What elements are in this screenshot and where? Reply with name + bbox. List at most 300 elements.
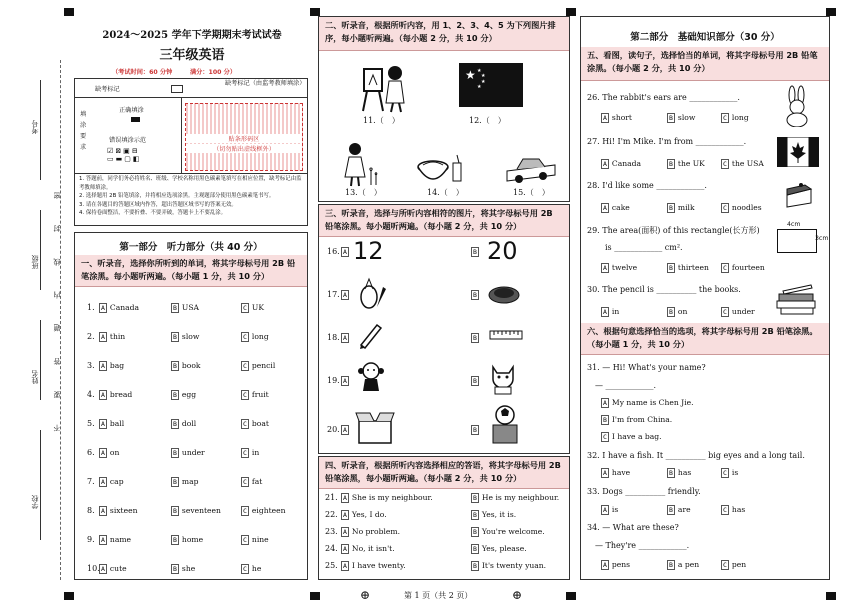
note-3: 3. 请在各题目的答题区域内作答，超出答题区域书写的答案无效。 (79, 201, 237, 208)
q5-option-c[interactable] (241, 419, 269, 428)
option-text: nine (251, 535, 269, 544)
option-letter: B (173, 333, 177, 341)
option-letter: A (343, 377, 347, 385)
option-letter: A (603, 264, 607, 272)
q31-option-a[interactable] (601, 398, 694, 407)
item-number: 10. (87, 564, 100, 573)
q1-option-b[interactable] (171, 303, 199, 312)
order-label-11[interactable]: 11.（ ） (363, 116, 400, 125)
option-letter: B (473, 494, 477, 502)
q25-option-a[interactable] (341, 561, 406, 570)
q5-option-b[interactable] (171, 419, 196, 428)
registration-mark (64, 592, 74, 600)
q22-option-a[interactable] (341, 510, 387, 519)
q20-option-a[interactable] (341, 425, 352, 434)
option-letter: C (723, 308, 727, 316)
q34-line2: — They're ____________. (595, 541, 690, 550)
option-text: sixteen (109, 506, 138, 515)
divider (75, 173, 307, 174)
missing-mark-box[interactable] (171, 85, 183, 93)
q31-option-b[interactable] (601, 415, 672, 424)
q31-stem: 31. — Hi! What's your name? (587, 363, 706, 372)
q18-number: 18. (327, 333, 340, 342)
option-text: Canada (109, 303, 140, 312)
number-12-picture: 12 (353, 237, 384, 265)
rectangle-picture (777, 229, 817, 253)
option-text: fourteen (731, 263, 765, 272)
q31-option-c[interactable] (601, 432, 662, 441)
registration-mark (826, 8, 836, 16)
option-letter: C (243, 565, 247, 573)
crosshair-icon: ⊕ (360, 588, 371, 602)
q34-option-a[interactable] (601, 560, 630, 569)
item-number: 1. (87, 303, 95, 312)
option-text: No, it isn't. (351, 544, 395, 553)
option-text: she (181, 564, 196, 573)
option-letter: A (603, 160, 607, 168)
rabbit-picture (779, 85, 815, 127)
full-score: 满分：100 分） (190, 69, 237, 76)
q2-option-a[interactable] (99, 332, 125, 341)
option-letter: C (243, 507, 247, 515)
option-text: egg (181, 390, 197, 399)
option-text: map (181, 477, 199, 486)
q17-option-a[interactable] (341, 290, 352, 299)
q8-option-b[interactable] (171, 506, 221, 515)
notes (79, 175, 305, 218)
missing-mark-label: 缺考标记 (95, 86, 120, 93)
option-text: My name is Chen Jie. (611, 398, 694, 407)
q29-option-b[interactable] (667, 263, 709, 272)
option-text: slow (181, 332, 200, 341)
order-label-15[interactable]: 15.（ ） (513, 188, 550, 197)
option-letter: C (723, 506, 727, 514)
q23-option-b[interactable] (471, 527, 545, 536)
rect-height-label: 3cm (815, 235, 829, 242)
note-2: 2. 选择题用 2B 铅笔填涂，并将相应选项涂黑。主观题部分使用黑色碳素笔书写。 (79, 193, 275, 199)
option-letter: A (101, 362, 105, 370)
q27-stem: 27. Hi! I'm Mike. I'm from ____________. (587, 137, 747, 146)
barcode-area (185, 103, 303, 171)
sec5-header: 五、看图，读句子，选择恰当的单词，将其字母标号用 2B 铅笔涂黑。（每小题 2 分，共 10 分） (581, 47, 829, 81)
option-letter: B (669, 264, 673, 272)
q18-option-b[interactable] (471, 333, 482, 342)
option-text: the USA (731, 159, 764, 168)
q24-option-a[interactable] (341, 544, 395, 553)
q10-option-b[interactable] (171, 564, 195, 573)
option-letter: C (603, 433, 607, 441)
q9-option-a[interactable] (99, 535, 131, 544)
option-text: You're welcome. (481, 527, 545, 536)
order-label-13[interactable]: 13.（ ） (345, 188, 382, 197)
q16-number: 16. (327, 247, 340, 256)
option-text: short (611, 113, 632, 122)
q7-option-c[interactable] (241, 477, 262, 486)
q6-option-b[interactable] (171, 448, 205, 457)
q26-option-a[interactable] (601, 113, 632, 122)
option-text: bag (109, 361, 125, 370)
registration-mark (310, 592, 320, 600)
option-letter: C (723, 160, 727, 168)
q19-option-a[interactable] (341, 376, 352, 385)
option-text: thirteen (677, 263, 709, 272)
option-letter: B (473, 377, 477, 385)
rect-width-label: 4cm (787, 221, 801, 228)
option-text: long (731, 113, 749, 122)
item-number: 22. (325, 510, 338, 519)
q6-option-a[interactable] (99, 448, 119, 457)
q2-option-b[interactable] (171, 332, 199, 341)
option-text: cake (611, 203, 630, 212)
item-number: 2. (87, 332, 95, 341)
option-text: on (109, 448, 120, 457)
option-text: He is my neighbour. (481, 493, 560, 502)
option-letter: B (173, 391, 177, 399)
q30-option-c[interactable] (721, 307, 755, 316)
option-letter: A (343, 528, 347, 536)
vegetables-picture (357, 277, 387, 309)
divider (75, 97, 307, 98)
option-text: in (611, 307, 620, 316)
q9-option-c[interactable] (241, 535, 269, 544)
canada-flag-picture (777, 137, 819, 167)
sec3-header: 三、听录音，选择与所听内容相符的图片，将其字母标号用 2B 铅笔涂黑。每小题听两遍。（每小题 2 分，共 10 分） (319, 205, 569, 237)
info-box (74, 78, 308, 226)
q34-option-c[interactable] (721, 560, 746, 569)
option-text: is (731, 468, 739, 477)
option-letter: B (473, 562, 477, 570)
pencil-picture (357, 321, 383, 349)
q9-option-b[interactable] (171, 535, 203, 544)
q3-option-c[interactable] (241, 361, 275, 370)
option-letter: C (723, 561, 727, 569)
q31-blank: — ____________. (595, 381, 657, 390)
option-text: bread (109, 390, 133, 399)
order-label-12[interactable]: 12.（ ） (469, 116, 506, 125)
q28-option-b[interactable] (667, 203, 695, 212)
option-letter: B (173, 507, 177, 515)
option-text: I'm from China. (611, 415, 673, 424)
note-4: 4. 保持卷面整洁，不要折叠、不要弄破，答题卡上不要乱涂。 (79, 210, 227, 216)
option-letter: A (101, 391, 105, 399)
option-letter: A (603, 308, 607, 316)
option-text: noodles (731, 203, 762, 212)
option-text: is (611, 505, 619, 514)
q25-option-b[interactable] (471, 561, 546, 570)
q30-option-a[interactable] (601, 307, 619, 316)
option-letter: B (669, 506, 673, 514)
option-letter: B (473, 248, 477, 256)
q32-option-b[interactable] (667, 468, 691, 477)
q22-option-b[interactable] (471, 510, 516, 519)
q30-option-b[interactable] (667, 307, 687, 316)
svg-text:★: ★ (481, 79, 486, 85)
option-letter: B (669, 160, 673, 168)
option-text: the UK (677, 159, 705, 168)
option-text: I have a bag. (611, 432, 662, 441)
q34-option-b[interactable] (667, 560, 699, 569)
q29-option-c[interactable] (721, 263, 765, 272)
q7-option-a[interactable] (99, 477, 124, 486)
q23-option-a[interactable] (341, 527, 400, 536)
option-text: milk (677, 203, 695, 212)
option-letter: A (603, 469, 607, 477)
q4-option-b[interactable] (171, 390, 196, 399)
option-letter: B (173, 478, 177, 486)
q21-option-a[interactable] (341, 493, 433, 502)
option-letter: B (173, 362, 177, 370)
option-text: cute (109, 564, 127, 573)
option-text: ball (109, 419, 125, 428)
fill-line (40, 210, 42, 290)
option-text: slow (677, 113, 696, 122)
q33-stem: 33. Dogs __________ friendly. (587, 487, 701, 496)
option-text: have (611, 468, 631, 477)
option-text: fruit (251, 390, 269, 399)
q1-option-a[interactable] (99, 303, 139, 312)
option-text: a pen (677, 560, 700, 569)
option-text: She is my neighbour. (351, 493, 433, 502)
q19-option-b[interactable] (471, 376, 482, 385)
option-letter: C (243, 449, 247, 457)
part2-panel (580, 16, 830, 580)
missing-mark-note: 缺考标记（由监考教师填涂） (225, 80, 306, 87)
option-text: long (251, 332, 269, 341)
option-text: on (677, 307, 688, 316)
q16-option-b[interactable] (471, 247, 482, 256)
option-text: UK (251, 303, 264, 312)
option-text: are (677, 505, 691, 514)
q28-option-c[interactable] (721, 203, 762, 212)
fill-line (40, 430, 42, 540)
option-text: Yes, please. (481, 544, 527, 553)
q20-option-b[interactable] (471, 425, 482, 434)
option-letter: C (723, 204, 727, 212)
q10-option-a[interactable] (99, 564, 127, 573)
q27-option-a[interactable] (601, 159, 641, 168)
q4-option-c[interactable] (241, 390, 269, 399)
q29-line2: is ____________ cm². (605, 243, 683, 252)
box-picture (355, 409, 395, 445)
option-letter: B (173, 449, 177, 457)
option-text: has (677, 468, 692, 477)
option-letter: B (173, 304, 177, 312)
seal-line-text: 不 要 答 题 内 线 封 密 (53, 180, 61, 432)
option-text: thin (109, 332, 126, 341)
q3-option-a[interactable] (99, 361, 124, 370)
option-letter: A (343, 426, 347, 434)
option-letter: A (101, 333, 105, 341)
option-text: seventeen (181, 506, 221, 515)
option-text: fat (251, 477, 263, 486)
item-number: 24. (325, 544, 338, 553)
cake-picture (783, 181, 815, 209)
number-20-picture: 20 (487, 237, 518, 265)
option-letter: B (173, 536, 177, 544)
sec6-header: 六、根据句意选择恰当的选项，将其字母标号用 2B 铅笔涂黑。（每小题 1 分，共 10 分） (581, 323, 829, 355)
part1-panel (74, 232, 308, 580)
books-pencil-picture (773, 281, 819, 315)
registration-mark (566, 592, 576, 600)
svg-text:★: ★ (465, 68, 476, 82)
q6-option-c[interactable] (241, 448, 259, 457)
q2-option-c[interactable] (241, 332, 269, 341)
q34-stem: 34. — What are these? (587, 523, 679, 532)
q27-option-c[interactable] (721, 159, 764, 168)
option-letter: A (101, 507, 105, 515)
option-letter: B (473, 528, 477, 536)
option-letter: B (473, 334, 477, 342)
subject-title: 三年级英语 (159, 48, 225, 63)
correct-fill-example (131, 117, 140, 122)
option-letter: C (243, 536, 247, 544)
barcode-label: 贴条形码区 (186, 134, 302, 143)
option-text: under (181, 448, 205, 457)
fill-line (40, 80, 42, 180)
q17-number: 17. (327, 290, 340, 299)
q8-option-c[interactable] (241, 506, 286, 515)
option-letter: B (173, 420, 177, 428)
option-text: eighteen (251, 506, 286, 515)
item-number: 3. (87, 361, 95, 370)
option-letter: A (101, 536, 105, 544)
option-text: he (251, 564, 262, 573)
seal-line (60, 60, 61, 580)
q29-option-a[interactable] (601, 263, 637, 272)
q33-option-a[interactable] (601, 505, 618, 514)
q4-option-a[interactable] (99, 390, 132, 399)
option-text: pens (611, 560, 631, 569)
option-letter: A (101, 565, 105, 573)
exam-no-label: 考号 (31, 120, 39, 134)
svg-text:★: ★ (481, 73, 486, 79)
sec4-header: 四、听录音，根据所听内容选择相应的答语，将其字母标号用 2B 铅笔涂黑，每小题听两遍。（每小题 2 分，共 10 分） (319, 457, 569, 489)
q30-stem: 30. The pencil is __________ the books. (587, 285, 741, 294)
q28-option-a[interactable] (601, 203, 630, 212)
option-text: pencil (251, 361, 276, 370)
q26-option-b[interactable] (667, 113, 695, 122)
option-letter: C (243, 478, 247, 486)
option-letter: B (473, 291, 477, 299)
part2-title: 第二部分 基础知识部分（30 分） (630, 32, 780, 43)
option-letter: A (101, 449, 105, 457)
q3-option-b[interactable] (171, 361, 201, 370)
option-letter: B (669, 114, 673, 122)
registration-mark (310, 8, 320, 16)
correct-fill-label: 正确填涂 (119, 107, 144, 114)
note-1: 1. 答题前，同学们务必将姓名、班级、学校名称用黑色碳素笔填写在相应位置，缺考标记由监考教师填涂。 (79, 176, 302, 191)
option-letter: C (243, 391, 247, 399)
option-text: name (109, 535, 132, 544)
svg-text:★: ★ (477, 84, 482, 90)
option-letter: A (603, 114, 607, 122)
option-text: Yes, it is. (481, 510, 517, 519)
order-label-14[interactable]: 14.（ ） (427, 188, 464, 197)
option-letter: B (173, 565, 177, 573)
option-letter: B (669, 308, 673, 316)
option-letter: B (669, 469, 673, 477)
q27-option-b[interactable] (667, 159, 705, 168)
q26-option-c[interactable] (721, 113, 749, 122)
q28-stem: 28. I'd like some ____________. (587, 181, 707, 190)
option-letter: A (343, 562, 347, 570)
option-text: home (181, 535, 204, 544)
option-letter: C (243, 362, 247, 370)
option-letter: A (603, 399, 607, 407)
q16-option-a[interactable] (341, 247, 352, 256)
exam-time: （考试时间：60 分钟 (112, 69, 173, 76)
barcode-note: （切勿贴出虚线框外） (186, 144, 302, 153)
option-letter: A (101, 304, 105, 312)
q32-stem: 32. I have a fish. It __________ big eyes and a long tail. (587, 451, 805, 460)
q20-number: 20. (327, 425, 340, 434)
ruler-picture (489, 329, 523, 341)
q8-option-a[interactable] (99, 506, 137, 515)
q33-option-b[interactable] (667, 505, 691, 514)
option-text: It's twenty yuan. (481, 561, 547, 570)
option-letter: A (343, 334, 347, 342)
option-text: pen (731, 560, 747, 569)
item-number: 7. (87, 477, 95, 486)
q1-option-c[interactable] (241, 303, 264, 312)
option-letter: C (243, 304, 247, 312)
part1-title: 第一部分 听力部分（共 40 分） (119, 242, 263, 253)
q33-option-c[interactable] (721, 505, 745, 514)
fill-req-label: 填涂要求 (80, 111, 87, 151)
option-text: boat (251, 419, 269, 428)
monkey-picture (355, 361, 387, 395)
q5-option-a[interactable] (99, 419, 124, 428)
q32-option-c[interactable] (721, 468, 738, 477)
option-text: has (731, 505, 746, 514)
sec1-header: 一、听录音，选择你所听到的单词，将其字母标号用 2B 铅笔涂黑。每小题听两遍。（每小题 1 分，共 10 分） (75, 255, 307, 287)
item-number: 9. (87, 535, 95, 544)
q7-option-b[interactable] (171, 477, 199, 486)
registration-mark (64, 8, 74, 16)
registration-mark (566, 8, 576, 16)
q10-option-c[interactable] (241, 564, 261, 573)
option-letter: B (603, 416, 607, 424)
option-letter: A (603, 506, 607, 514)
option-text: No problem. (351, 527, 401, 536)
item-number: 5. (87, 419, 95, 428)
option-letter: A (343, 511, 347, 519)
option-letter: C (723, 114, 727, 122)
option-letter: A (343, 545, 347, 553)
q21-option-b[interactable] (471, 493, 559, 502)
sec3-panel (318, 204, 570, 454)
sec4-panel (318, 456, 570, 580)
wrong-fill-label: 错误填涂示范 (109, 137, 147, 144)
option-text: in (251, 448, 260, 457)
svg-text:★: ★ (477, 68, 482, 74)
item-number: 4. (87, 390, 95, 399)
q18-option-a[interactable] (341, 333, 352, 342)
item-number: 21. (325, 493, 338, 502)
registration-mark (826, 592, 836, 600)
item-number: 6. (87, 448, 95, 457)
q32-option-a[interactable] (601, 468, 630, 477)
q24-option-b[interactable] (471, 544, 527, 553)
q17-option-b[interactable] (471, 290, 482, 299)
sec2-header: 二、听录音，根据所听内容，用 1、2、3、4、5 为下列图片排序，每小题听两遍。（每小题 2 分，共 10 分） (319, 17, 569, 51)
page-number: 第 1 页（共 2 页） (404, 591, 473, 600)
option-letter: A (603, 561, 607, 569)
item-number: 23. (325, 527, 338, 536)
class-label: 班级 (31, 255, 39, 269)
q26-stem: 26. The rabbit's ears are ____________. (587, 93, 740, 102)
name-label: 姓名 (31, 370, 39, 384)
